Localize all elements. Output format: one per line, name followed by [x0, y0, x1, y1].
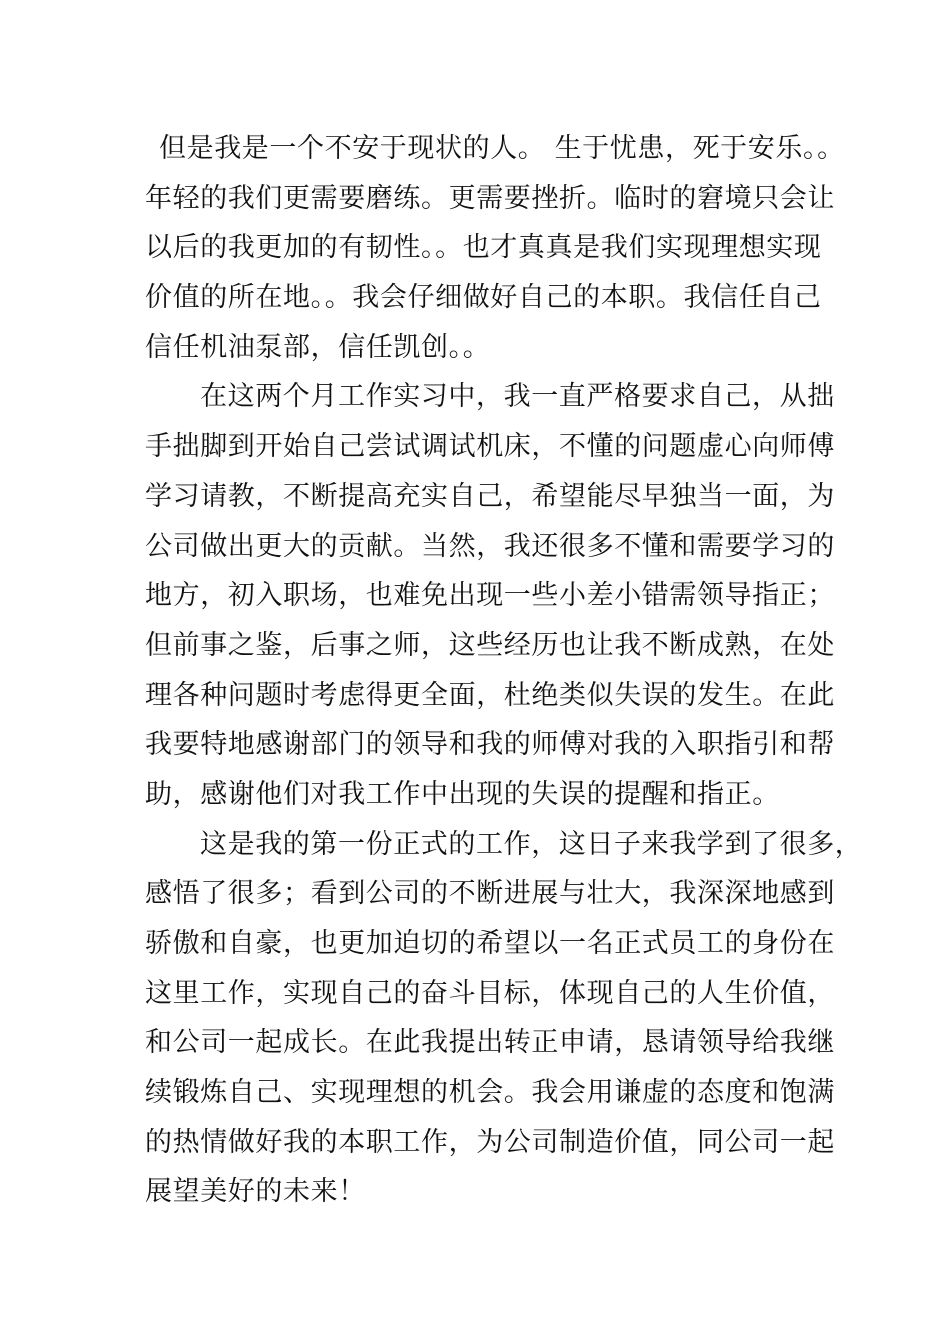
text-line: 手拙脚到开始自己尝试调试机床，不懂的问题虚心向师傅 [145, 431, 835, 463]
text-line: 的热情做好我的本职工作，为公司制造价值，同公司一起 [145, 1126, 835, 1158]
document-body [145, 124, 863, 1217]
text-line: 但前事之鉴，后事之师，这些经历也让我不断成熟，在处 [145, 629, 835, 661]
text-line: 学习请教，不断提高充实自己，希望能尽早独当一面，为 [145, 480, 835, 512]
text-line: 年轻的我们更需要磨练。更需要挫折。临时的窘境只会让 [145, 182, 835, 214]
text-line: 但是我是一个不安于现状的人。 生于忧患，死于安乐。。 [159, 133, 845, 164]
text-line: 信任机油泵部，信任凯创。。 [145, 331, 491, 363]
text-line: 和公司一起成长。在此我提出转正申请，恳请领导给我继 [145, 1027, 835, 1059]
paragraph-2 [145, 372, 845, 819]
text-line: 价值的所在地。。我会仔细做好自己的本职。我信任自己 [145, 282, 822, 314]
text-line: 公司做出更大的贡献。当然，我还很多不懂和需要学习的 [145, 530, 835, 562]
text-line: 这是我的第一份正式的工作，这日子来我学到了很多， [200, 828, 863, 860]
paragraph-1 [145, 124, 845, 372]
text-line: 展望美好的未来！ [145, 1176, 366, 1208]
paragraph-3 [145, 820, 863, 1218]
text-line: 续锻炼自己、实现理想的机会。我会用谦虚的态度和饱满 [145, 1077, 835, 1109]
text-line: 感悟了很多；看到公司的不断进展与壮大，我深深地感到 [145, 878, 835, 910]
text-line: 我要特地感谢部门的领导和我的师傅对我的入职指引和帮 [145, 729, 835, 761]
text-line: 这里工作，实现自己的奋斗目标，体现自己的人生价值， [145, 977, 835, 1009]
text-line: 骄傲和自豪，也更加迫切的希望以一名正式员工的身份在 [145, 928, 835, 959]
text-line: 以后的我更加的有韧性。。也才真真是我们实现理想实现 [145, 232, 822, 264]
text-line: 理各种问题时考虑得更全面，杜绝类似失误的发生。在此 [145, 679, 835, 711]
text-line: 地方，初入职场，也难免出现一些小差小错需领导指正； [145, 580, 835, 612]
text-line: 助，感谢他们对我工作中出现的失误的提醒和指正。 [145, 778, 780, 810]
text-line: 在这两个月工作实习中，我一直严格要求自己，从拙 [200, 381, 835, 413]
